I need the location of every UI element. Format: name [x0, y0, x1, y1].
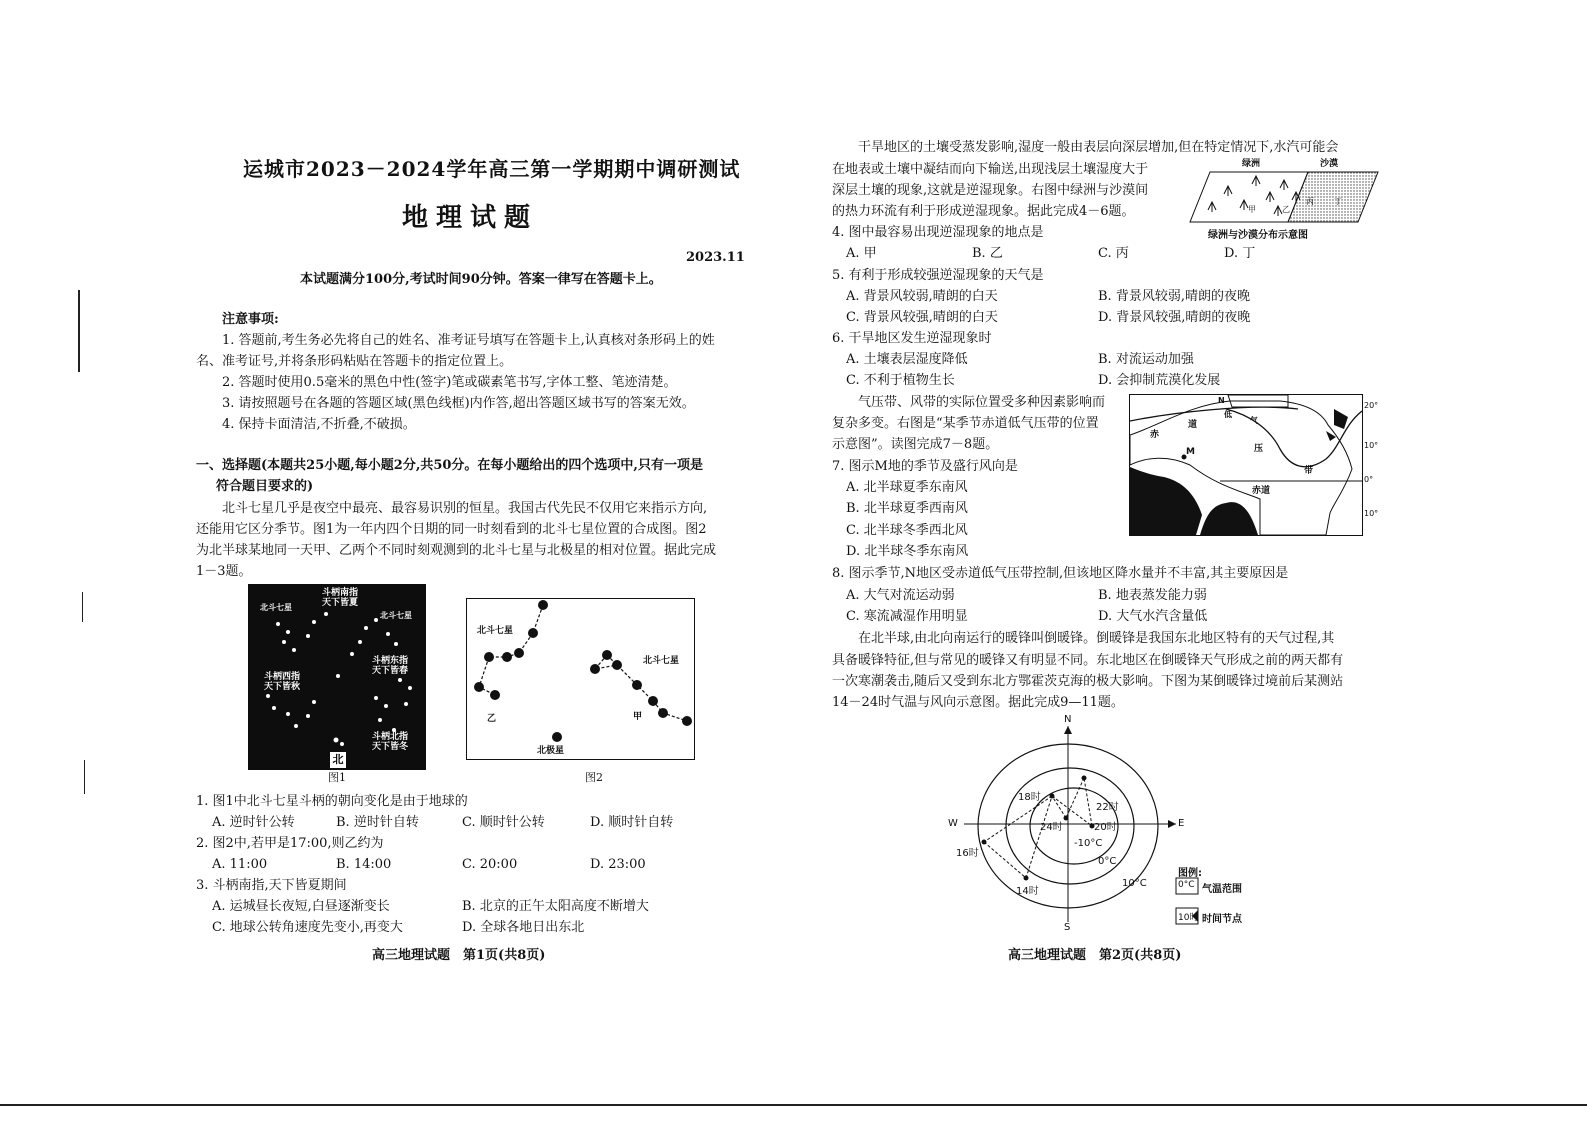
question-6-option-d: D. 会抑制荒漠化发展 — [1098, 373, 1221, 388]
section-title: 一、选择题(本题共25小题,每小题2分,共50分。在每小题给出的四个选项中,只有一项是 — [196, 458, 703, 473]
page-2-footer: 高三地理试题 第2页(共8页) — [1008, 948, 1182, 963]
passage-1-line-4: 1－3题。 — [196, 564, 252, 579]
question-2-option-d: D. 23:00 — [590, 857, 646, 872]
question-6-stem: 6. 干旱地区发生逆湿现象时 — [832, 331, 992, 346]
passage-4-line-1: 在北半球,由北向南运行的暖锋叫倒暖锋。倒暖锋是我国东北地区特有的天气过程,其 — [858, 631, 1335, 646]
figure-1-caption: 图1 — [328, 771, 346, 784]
passage-1-line-1: 北斗七星几乎是夜空中最亮、最容易识别的恒星。我国古代先民不仅用它来指示方向, — [222, 501, 708, 516]
legend-title: 图例: — [1178, 868, 1202, 879]
subject-title: 地理试题 — [402, 203, 539, 233]
notice-4: 4. 保持卡面清洁,不折叠,不破损。 — [222, 417, 416, 432]
oasis-desert-figure — [1188, 160, 1384, 242]
question-1-stem: 1. 图1中北斗七星斗柄的朝向变化是由于地球的 — [196, 794, 468, 809]
question-8-option-c: C. 寒流减湿作用明显 — [846, 609, 968, 624]
africa-label-qi: 气 — [1250, 416, 1258, 425]
fig1-label-north: 北 — [330, 752, 346, 768]
isotherm-10: 10°C — [1122, 878, 1147, 889]
scan-mark — [82, 592, 83, 622]
africa-label-dao: 道 — [1188, 420, 1198, 430]
question-5-option-a: A. 背景风较弱,晴朗的白天 — [846, 289, 998, 304]
notice-1: 1. 答题前,考生务必先将自己的姓名、准考证号填写在答题卡上,认真核对条形码上的姓 — [222, 333, 715, 348]
question-4-option-c: C. 丙 — [1098, 246, 1129, 261]
question-5-option-d: D. 背景风较强,晴朗的夜晚 — [1098, 310, 1251, 325]
question-6-option-b: B. 对流运动加强 — [1098, 352, 1194, 367]
legend-isotherm-text: 气温范围 — [1202, 884, 1242, 895]
exam-title: 运城市2023－2024学年高三第一学期期中调研测试 — [243, 157, 741, 181]
oasis-label: 绿洲 — [1242, 159, 1261, 169]
figure-1 — [248, 584, 426, 770]
africa-lat-10s: 10° — [1364, 509, 1379, 518]
question-5-option-b: B. 背景风较弱,晴朗的夜晚 — [1098, 289, 1250, 304]
passage-2-line-2: 在地表或土壤中凝结而向下输送,出现浅层土壤湿度大于 — [832, 162, 1149, 177]
time-18: 18时 — [1018, 792, 1041, 803]
time-22: 22时 — [1096, 802, 1119, 813]
notice-2: 2. 答题时使用0.5毫米的黑色中性(签字)笔或碳素笔书写,字体工整、笔迹清楚。 — [222, 375, 677, 390]
question-6-option-a: A. 土壤表层湿度降低 — [846, 352, 968, 367]
direction-south: S — [1064, 922, 1071, 933]
africa-map-shape — [1130, 395, 1362, 535]
question-8-option-d: D. 大气水汽含量低 — [1098, 609, 1208, 624]
question-2-option-b: B. 14:00 — [336, 857, 392, 872]
fig2-label-jia: 甲 — [633, 712, 643, 722]
fig1-label-spring: 斗柄东指 天下皆春 — [372, 656, 409, 676]
passage-1-line-3: 为北半球某地同一天甲、乙两个不同时刻观测到的北斗七星与北极星的相对位置。据此完成 — [196, 543, 717, 558]
africa-label-m: M — [1186, 447, 1195, 457]
question-7-stem: 7. 图示M地的季节及盛行风向是 — [832, 459, 1018, 474]
question-4-stem: 4. 图中最容易出现逆湿现象的地点是 — [832, 225, 1044, 240]
legend-isotherm-symbol: 0°C — [1178, 880, 1195, 890]
passage-1-line-2: 还能用它区分季节。图1为一年内四个日期的同一时刻看到的北斗七星位置的合成图。图2 — [196, 522, 707, 537]
passage-4-line-3: 一次寒潮袭击,随后又受到东北方鄂霍茨克海的极大影响。下图为某倒暖锋过境前后某测站 — [832, 674, 1344, 689]
oasis-desert-diagram — [1188, 160, 1384, 226]
section-title-cont: 符合题目要求的) — [216, 479, 314, 494]
africa-label-chi: 赤 — [1150, 430, 1160, 440]
notice-1-cont: 名、准考证号,并将条形码粘贴在答题卡的指定位置上。 — [196, 354, 513, 369]
exam-note: 本试题满分100分,考试时间90分钟。答案一律写在答题卡上。 — [300, 272, 662, 287]
desert-label: 沙漠 — [1320, 159, 1339, 169]
africa-label-dai: 带 — [1304, 466, 1314, 476]
page-1-footer: 高三地理试题 第1页(共8页) — [372, 948, 546, 963]
question-7-option-c: C. 北半球冬季西北风 — [846, 523, 968, 538]
scan-mark — [0, 1104, 1587, 1106]
time-14: 14时 — [1016, 886, 1039, 897]
question-1-option-c: C. 顺时针公转 — [462, 815, 545, 830]
passage-2-line-4: 的热力环流有利于形成逆湿现象。据此完成4－6题。 — [832, 204, 1135, 219]
question-2-stem: 2. 图2中,若甲是17:00,则乙约为 — [196, 836, 384, 851]
fig2-label-dipper-jia: 北斗七星 — [643, 656, 680, 666]
question-4-option-b: B. 乙 — [972, 246, 1003, 261]
notice-3: 3. 请按照题号在各题的答题区域(黑色线框)内作答,超出答题区域书写的答案无效。 — [222, 396, 695, 411]
wind-temperature-figure — [944, 714, 1284, 938]
question-7-option-b: B. 北半球夏季西南风 — [846, 501, 968, 516]
oasis-point-bing: 丙 — [1306, 197, 1314, 206]
africa-lat-10n: 10° — [1364, 441, 1379, 450]
notice-title: 注意事项: — [222, 312, 279, 327]
question-3-option-d: D. 全球各地日出东北 — [462, 920, 585, 935]
fig1-label-winter: 斗柄北指 天下皆冬 — [372, 732, 409, 752]
africa-label-n: N — [1218, 396, 1225, 405]
passage-2-line-1: 干旱地区的土壤受蒸发影响,湿度一般由表层向深层增加,但在特定情况下,水汽可能会 — [858, 140, 1339, 155]
scan-mark — [78, 290, 80, 372]
fig2-label-yi: 乙 — [487, 714, 497, 724]
africa-low-pressure-map — [1129, 394, 1379, 536]
question-8-option-b: B. 地表蒸发能力弱 — [1098, 588, 1207, 603]
question-2-option-a: A. 11:00 — [212, 857, 268, 872]
time-20: 20时 — [1094, 822, 1117, 833]
passage-3-line-2: 复杂多变。右图是“某季节赤道低气压带的位置 — [832, 416, 1099, 431]
question-5-option-c: C. 背景风较强,晴朗的白天 — [846, 310, 998, 325]
africa-lat-0: 0° — [1364, 475, 1374, 484]
question-1-option-b: B. 逆时针自转 — [336, 815, 419, 830]
direction-north: N — [1064, 714, 1072, 725]
exam-date: 2023.11 — [686, 250, 745, 265]
question-2-option-c: C. 20:00 — [462, 857, 518, 872]
question-4-option-d: D. 丁 — [1224, 246, 1256, 261]
question-8-stem: 8. 图示季节,N地区受赤道低气压带控制,但该地区降水量并不丰富,其主要原因是 — [832, 566, 1289, 581]
fig1-label-autumn: 斗柄西指 天下皆秋 — [264, 672, 301, 692]
legend-time-symbol: 10时 — [1178, 913, 1199, 923]
question-1-option-d: D. 顺时针自转 — [590, 815, 674, 830]
question-3-option-a: A. 运城昼长夜短,白昼逐渐变长 — [212, 899, 390, 914]
fig1-label-dipper-right: 北斗七星 — [380, 611, 412, 620]
question-3-option-b: B. 北京的正午太阳高度不断增大 — [462, 899, 649, 914]
passage-3-line-3: 示意图”。读图完成7－8题。 — [832, 437, 999, 452]
fig1-label-dipper-left: 北斗七星 — [260, 603, 292, 612]
africa-label-ya: 压 — [1254, 444, 1264, 454]
question-1-option-a: A. 逆时针公转 — [212, 815, 295, 830]
question-3-stem: 3. 斗柄南指,天下皆夏期间 — [196, 878, 347, 893]
figure-2 — [466, 598, 695, 760]
passage-4-line-2: 具备暖锋特征,但与常见的暖锋又有明显不同。东北地区在倒暖锋天气形成之前的两天都有 — [832, 653, 1344, 668]
question-6-option-c: C. 不利于植物生长 — [846, 373, 955, 388]
direction-west: W — [948, 818, 958, 829]
question-3-option-c: C. 地球公转角速度先变小,再变大 — [212, 920, 403, 935]
fig2-label-dipper-yi: 北斗七星 — [477, 626, 514, 636]
oasis-point-ding: 丁 — [1334, 197, 1342, 206]
oasis-point-yi: 乙 — [1282, 205, 1290, 214]
question-8-option-a: A. 大气对流运动弱 — [846, 588, 955, 603]
question-7-option-a: A. 北半球夏季东南风 — [846, 480, 968, 495]
africa-label-equator: 赤道 — [1252, 486, 1271, 496]
africa-lat-20n: 20° — [1364, 401, 1379, 410]
legend-time-text: 时间节点 — [1202, 914, 1242, 925]
time-16: 16时 — [956, 848, 979, 859]
africa-label-di: 低 — [1224, 410, 1232, 419]
time-24: 24时 — [1040, 822, 1063, 833]
isotherm-0: 0°C — [1098, 856, 1117, 867]
passage-3-line-1: 气压带、风带的实际位置受多种因素影响而 — [858, 395, 1106, 410]
fig2-label-polaris: 北极星 — [537, 746, 565, 756]
fig1-label-summer: 斗柄南指 天下皆夏 — [322, 588, 359, 608]
passage-4-line-4: 14－24时气温与风向示意图。据此完成9—11题。 — [832, 695, 1124, 710]
question-7-option-d: D. 北半球冬季东南风 — [846, 544, 969, 559]
oasis-figure-caption: 绿洲与沙漠分布示意图 — [1208, 230, 1308, 241]
direction-east: E — [1178, 818, 1185, 829]
scan-mark — [84, 760, 85, 794]
isotherm-minus-10: -10°C — [1074, 838, 1103, 849]
question-5-stem: 5. 有利于形成较强逆湿现象的天气是 — [832, 268, 1044, 283]
oasis-point-jia: 甲 — [1248, 205, 1256, 214]
question-4-option-a: A. 甲 — [846, 246, 877, 261]
passage-2-line-3: 深层土壤的现象,这就是逆湿现象。右图中绿洲与沙漠间 — [832, 183, 1149, 198]
figure-2-caption: 图2 — [585, 771, 603, 784]
